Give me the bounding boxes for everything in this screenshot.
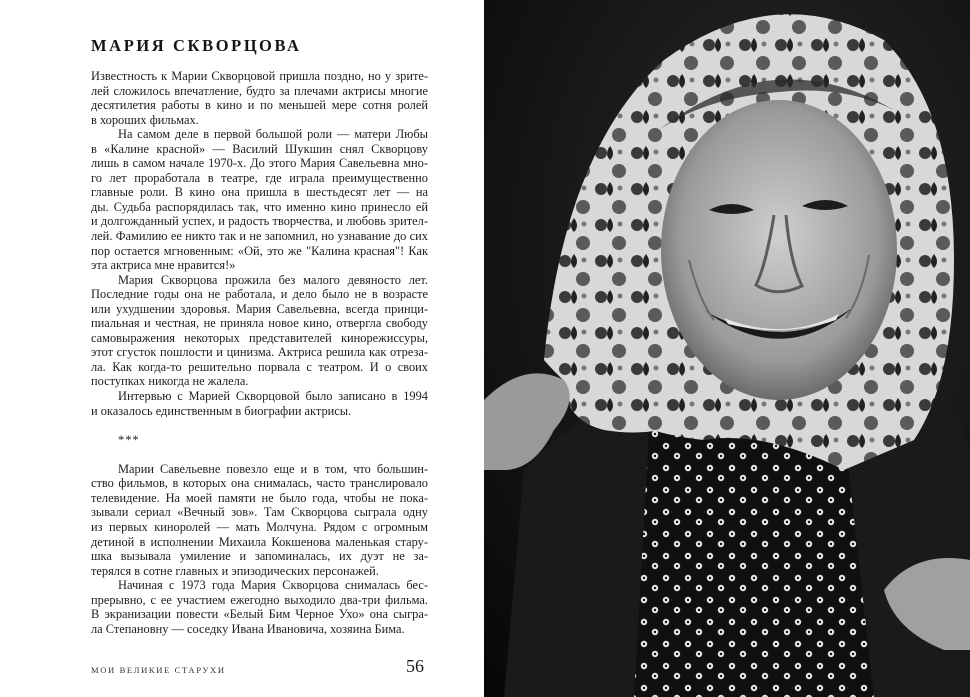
text-line: На самом деле в первой большой роли — матери Любы [118,127,428,142]
text-line: из первых киноролей — мать Молчуна. Рядом с огромным [91,519,428,534]
running-footer: МОИ ВЕЛИКИЕ СТАРУХИ [91,665,226,675]
chapter-title: МАРИЯ СКВОРЦОВА [91,36,302,55]
text-line: эта актриса мне нравится!» [91,258,236,273]
portrait-photo [484,0,970,697]
body-text [91,69,428,636]
text-line: Мария Скворцова прожила без малого девяносто лет. [118,272,428,287]
text-line: самовыражения некоторых представителей кинорежиссуры, [91,330,428,345]
text-page [0,0,484,697]
text-line: детиной в исполнении Михаила Кокшенова маленькая стару- [91,534,428,549]
text-line: ла. Как когда-то решительно порвала с театром. И о своих [91,359,428,374]
text-line: Последние годы она не работала, и дело было не в возрасте [91,287,428,302]
spacer [91,447,428,462]
spacer [91,418,428,433]
text-line: и долгожданный успех, и радость творчества, и любовь зрител- [91,214,428,229]
portrait-illustration [484,0,970,697]
text-line: в хороших фильмах. [91,112,199,127]
text-line: ла Степановну — соседку Ивана Ивановича, хозяина Бима. [91,621,405,636]
text-line: телевидение. На моей памяти не было года, чтобы не пока- [91,490,428,505]
text-line: лей. Фамилию ее никто так и не запомнил, но узнавание до сих [91,229,428,244]
text-line: Известность к Марии Скворцовой пришла поздно, но у зрите- [91,69,428,83]
text-line: этот сгусток пошлости и цинизма. Актриса решила как отреза- [91,345,428,360]
text-line: терялся в сотне главных и эпизодических персонажей. [91,563,379,578]
text-line: го лет проработала в театре, где играла преимущественно [91,170,428,185]
text-line: пор остается мгновенным: «Ой, это же "Калина красная"! Как [91,243,428,258]
text-line: или ухудшении здоровья. Мария Савельевна, всегда принци- [91,301,428,316]
text-line: В экранизации повести «Белый Бим Черное Ухо» она сыгра- [91,607,428,622]
text-line: в «Калине красной» — Василий Шукшин снял Скворцову [91,141,428,156]
text-line: десятилетия работы в кино и по меньшей мере сотня ролей [91,98,428,113]
text-line: шка вызывала умиление и запоминалась, их дуэт не за- [91,549,428,564]
text-line: ство фильмов, в которых она снималась, часто транслировало [91,476,428,491]
face [661,100,897,400]
text-line: лишь в самом начале 1970-х. До этого Мария Савельевна мно- [91,156,428,171]
text-line: зывали сериал «Вечный зов». Там Скворцова сыграла одну [91,505,428,520]
text-line: Интервью с Марией Скворцовой было записано в 1994 [118,389,428,404]
text-line: лей сложилось впечатление, будто за плечами актрисы многие [91,83,428,98]
text-line: Марии Савельевне повезло еще и в том, что большин- [118,461,428,476]
text-line: пиальная и честная, не приняла новое кино, отвергла свободу [91,316,428,331]
text-line: прерывно, с ее участием ежегодно выходило два-три фильма. [91,592,428,607]
section-separator: *** [118,432,140,447]
text-line: ды. Судьба распорядилась так, что именно кино принесло ей [91,199,428,214]
text-line: главные роли. В кино она пришла в шестьдесят лет — на [91,185,428,200]
text-line: поступках никогда не жалела. [91,374,249,389]
page-number: 56 [406,656,424,676]
text-line: Начиная с 1973 года Мария Скворцова снималась бес- [118,578,428,593]
text-line: и оказалось единственным в биографии актрисы. [91,403,352,418]
